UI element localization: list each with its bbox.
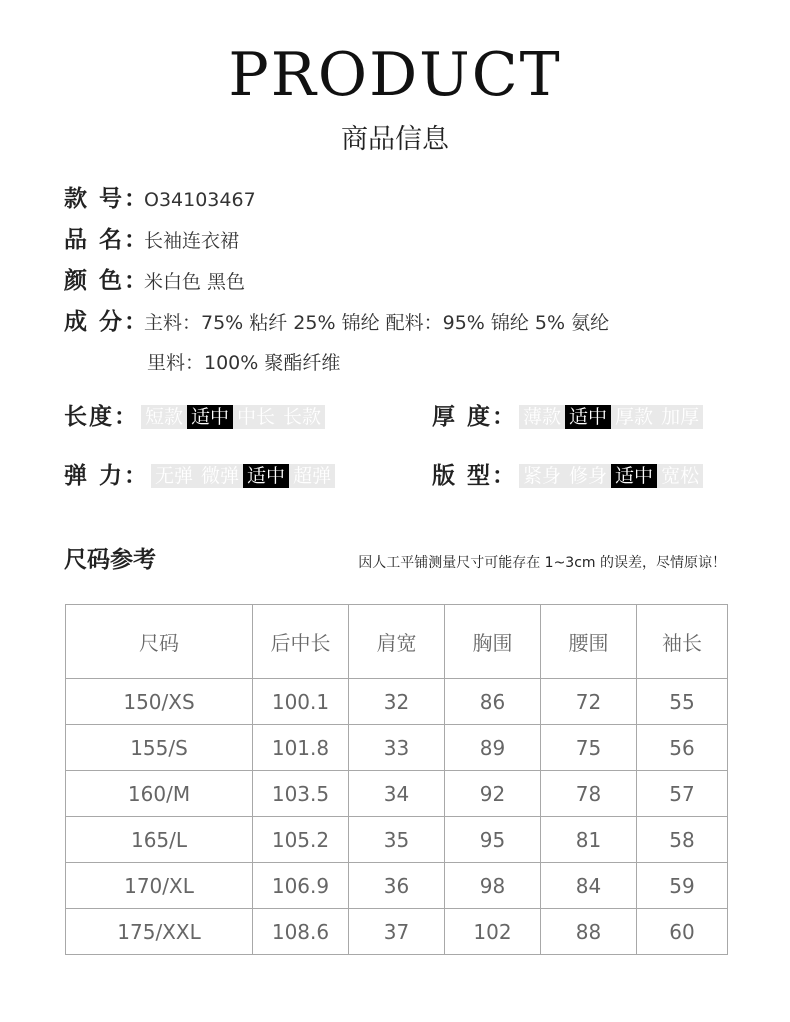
table-cell: 100.1 bbox=[253, 679, 349, 725]
table-cell: 92 bbox=[445, 771, 541, 817]
table-cell: 72 bbox=[541, 679, 637, 725]
attr-label: 厚 度： bbox=[432, 403, 518, 430]
attr-option: 薄款 bbox=[523, 405, 562, 428]
table-row bbox=[66, 909, 728, 955]
size-table-header-cell: 尺码 bbox=[66, 605, 253, 679]
info-label: 颜 色： bbox=[64, 268, 150, 294]
attr-label: 长度： bbox=[64, 403, 139, 430]
table-cell: 59 bbox=[637, 863, 728, 909]
table-cell: 175/XXL bbox=[66, 909, 253, 955]
attr-fit bbox=[432, 460, 703, 490]
table-row bbox=[66, 725, 728, 771]
table-row bbox=[66, 817, 728, 863]
info-lining: 里料：100% 聚酯纤维 bbox=[147, 352, 341, 374]
table-cell: 33 bbox=[349, 725, 445, 771]
attr-option: 适中 bbox=[187, 405, 233, 429]
table-cell: 35 bbox=[349, 817, 445, 863]
table-cell: 103.5 bbox=[253, 771, 349, 817]
info-row-style-number bbox=[64, 184, 256, 214]
table-cell: 101.8 bbox=[253, 725, 349, 771]
attr-elasticity bbox=[64, 460, 335, 490]
attr-option: 加厚 bbox=[661, 405, 700, 428]
info-label: 款 号： bbox=[64, 186, 150, 212]
table-cell: 60 bbox=[637, 909, 728, 955]
info-value: O34103467 bbox=[144, 189, 256, 211]
info-value: 长袖连衣裙 bbox=[144, 230, 240, 252]
attr-thickness bbox=[432, 401, 703, 431]
attr-option: 适中 bbox=[611, 464, 657, 488]
table-cell: 106.9 bbox=[253, 863, 349, 909]
table-cell: 84 bbox=[541, 863, 637, 909]
size-table-header-cell: 后中长 bbox=[253, 605, 349, 679]
info-label: 成 分： bbox=[64, 309, 150, 335]
attr-option: 适中 bbox=[565, 405, 611, 429]
info-row-color bbox=[64, 266, 245, 296]
attr-option: 修身 bbox=[569, 464, 608, 487]
attr-option: 长款 bbox=[283, 405, 322, 428]
table-row bbox=[66, 771, 728, 817]
table-cell: 32 bbox=[349, 679, 445, 725]
attr-label: 版 型： bbox=[432, 462, 518, 489]
attr-option: 厚款 bbox=[615, 405, 654, 428]
table-cell: 170/XL bbox=[66, 863, 253, 909]
attr-option: 适中 bbox=[243, 464, 289, 488]
size-table-header-cell: 肩宽 bbox=[349, 605, 445, 679]
info-value: 主料：75% 粘纤 25% 锦纶 配料：95% 锦纶 5% 氨纶 bbox=[144, 312, 610, 334]
attr-option: 宽松 bbox=[661, 464, 700, 487]
table-cell: 56 bbox=[637, 725, 728, 771]
attr-option: 微弹 bbox=[201, 464, 240, 487]
table-cell: 155/S bbox=[66, 725, 253, 771]
table-cell: 55 bbox=[637, 679, 728, 725]
info-row-product-name bbox=[64, 225, 239, 255]
attr-length bbox=[64, 401, 325, 431]
table-cell: 75 bbox=[541, 725, 637, 771]
table-cell: 160/M bbox=[66, 771, 253, 817]
info-row-composition bbox=[64, 307, 609, 337]
table-cell: 102 bbox=[445, 909, 541, 955]
size-table-header-row bbox=[66, 605, 728, 679]
attr-options bbox=[519, 405, 703, 429]
table-cell: 58 bbox=[637, 817, 728, 863]
attr-option: 无弹 bbox=[155, 464, 194, 487]
attr-options bbox=[141, 405, 325, 429]
attr-option: 超弹 bbox=[293, 464, 332, 487]
table-cell: 78 bbox=[541, 771, 637, 817]
size-table-header-cell: 胸围 bbox=[445, 605, 541, 679]
size-section-title: 尺码参考 bbox=[64, 547, 156, 573]
attr-option: 中长 bbox=[237, 405, 276, 428]
info-label: 品 名： bbox=[64, 227, 150, 253]
attr-option: 紧身 bbox=[523, 464, 562, 487]
table-cell: 105.2 bbox=[253, 817, 349, 863]
size-note: 因人工平铺测量尺寸可能存在 1~3cm 的误差，尽情原谅！ bbox=[358, 555, 726, 571]
table-cell: 95 bbox=[445, 817, 541, 863]
page-subtitle: 商品信息 bbox=[341, 124, 449, 155]
table-cell: 98 bbox=[445, 863, 541, 909]
table-cell: 108.6 bbox=[253, 909, 349, 955]
attr-label: 弹 力： bbox=[64, 462, 150, 489]
table-cell: 89 bbox=[445, 725, 541, 771]
attr-options bbox=[519, 464, 703, 488]
table-row bbox=[66, 863, 728, 909]
info-value: 米白色 黑色 bbox=[144, 271, 246, 293]
table-cell: 57 bbox=[637, 771, 728, 817]
table-cell: 86 bbox=[445, 679, 541, 725]
table-cell: 36 bbox=[349, 863, 445, 909]
attr-options bbox=[151, 464, 335, 488]
table-row bbox=[66, 679, 728, 725]
table-cell: 165/L bbox=[66, 817, 253, 863]
size-table bbox=[65, 604, 728, 955]
size-table-header-cell: 袖长 bbox=[637, 605, 728, 679]
table-cell: 150/XS bbox=[66, 679, 253, 725]
table-cell: 37 bbox=[349, 909, 445, 955]
attr-option: 短款 bbox=[145, 405, 184, 428]
size-table-header-cell: 腰围 bbox=[541, 605, 637, 679]
page-title: PRODUCT bbox=[228, 40, 562, 110]
table-cell: 81 bbox=[541, 817, 637, 863]
size-table-body bbox=[66, 679, 728, 955]
table-cell: 34 bbox=[349, 771, 445, 817]
table-cell: 88 bbox=[541, 909, 637, 955]
